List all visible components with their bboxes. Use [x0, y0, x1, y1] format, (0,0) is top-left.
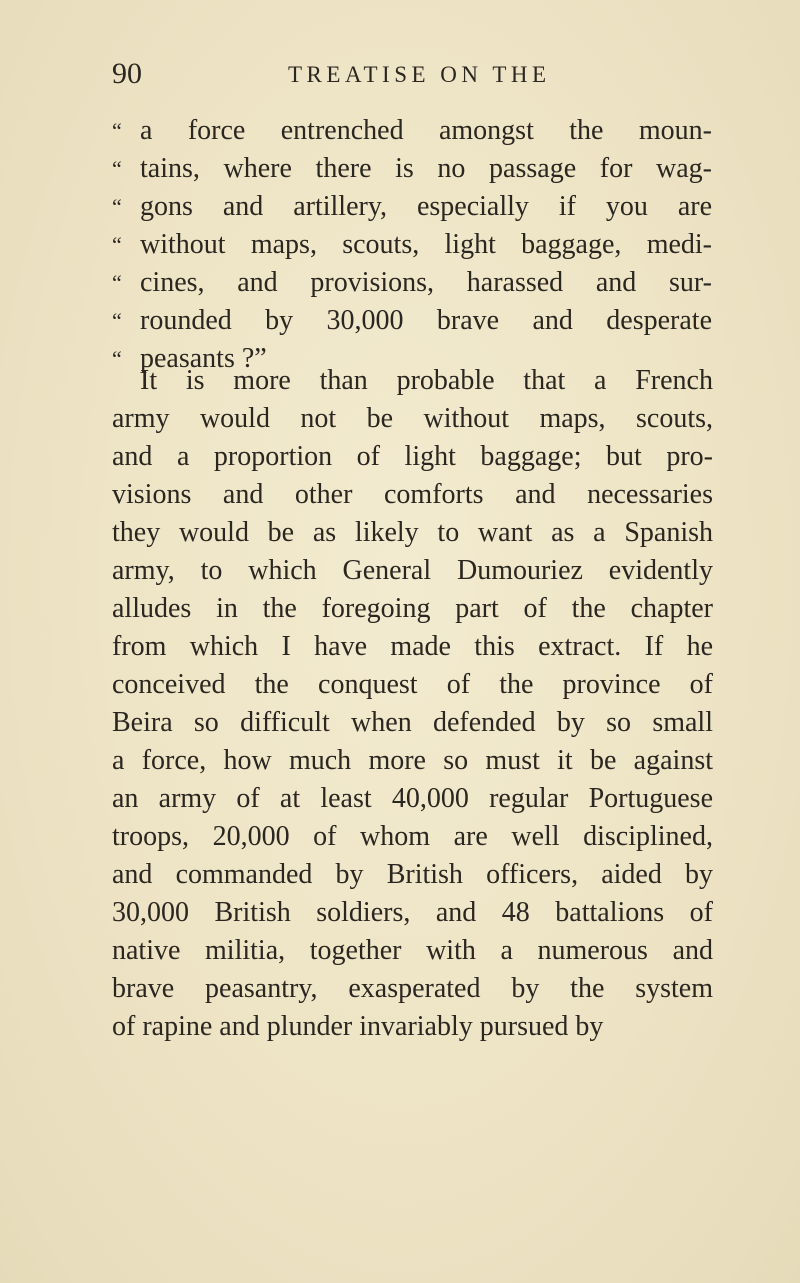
- paragraph-line: they would be as likely to want as a Spanish: [112, 517, 713, 548]
- quote-mark: “: [112, 118, 122, 143]
- paragraph-line: army, to which General Dumouriez evidently: [112, 555, 713, 586]
- paragraph-line: a force, how much more so must it be against: [112, 745, 713, 776]
- quote-text: cines, and provisions, harassed and sur-: [140, 267, 712, 298]
- body-paragraph: [112, 362, 713, 1046]
- quote-mark: “: [112, 232, 122, 257]
- paragraph-line: alludes in the foregoing part of the chapter: [112, 593, 713, 624]
- quote-line: [112, 112, 712, 150]
- quote-text: without maps, scouts, light baggage, medi-: [140, 229, 712, 260]
- paragraph-line: Beira so difficult when defended by so small: [112, 707, 713, 738]
- paragraph-line: army would not be without maps, scouts,: [112, 403, 713, 434]
- running-head: [112, 56, 712, 92]
- paragraph-line: visions and other comforts and necessaries: [112, 479, 713, 510]
- paragraph-line: conceived the conquest of the province of: [112, 669, 713, 700]
- quote-mark: “: [112, 346, 122, 371]
- quote-mark: “: [112, 308, 122, 333]
- quote-line: [112, 188, 712, 226]
- page-number: 90: [112, 57, 142, 90]
- quote-line: [112, 226, 712, 264]
- quote-text: a force entrenched amongst the moun-: [140, 115, 712, 146]
- quote-mark: “: [112, 270, 122, 295]
- quote-line: [112, 264, 712, 302]
- quote-line: [112, 302, 712, 340]
- quote-line: [112, 150, 712, 188]
- quote-text: rounded by 30,000 brave and desperate: [140, 305, 712, 336]
- paragraph-line: and a proportion of light baggage; but pro-: [112, 441, 713, 472]
- paragraph-line: an army of at least 40,000 regular Portuguese: [112, 783, 713, 814]
- paragraph-line: troops, 20,000 of whom are well disciplined,: [112, 821, 713, 852]
- quote-text: peasants ?”: [140, 343, 267, 374]
- quotation-block: [112, 112, 712, 378]
- quote-text: gons and artillery, especially if you are: [140, 191, 712, 222]
- paragraph-line: It is more than probable that a French: [140, 365, 713, 396]
- quote-mark: “: [112, 194, 122, 219]
- paragraph-line: from which I have made this extract. If he: [112, 631, 713, 662]
- running-title: TREATISE ON THE: [288, 62, 551, 87]
- paragraph-line: 30,000 British soldiers, and 48 battalions of: [112, 897, 713, 928]
- paragraph-line: native militia, together with a numerous and: [112, 935, 713, 966]
- paragraph-line: brave peasantry, exasperated by the system: [112, 973, 713, 1004]
- paragraph-line: and commanded by British officers, aided by: [112, 859, 713, 890]
- quote-text: tains, where there is no passage for wag-: [140, 153, 712, 184]
- paragraph-line: of rapine and plunder invariably pursued by: [112, 1011, 604, 1042]
- quote-mark: “: [112, 156, 122, 181]
